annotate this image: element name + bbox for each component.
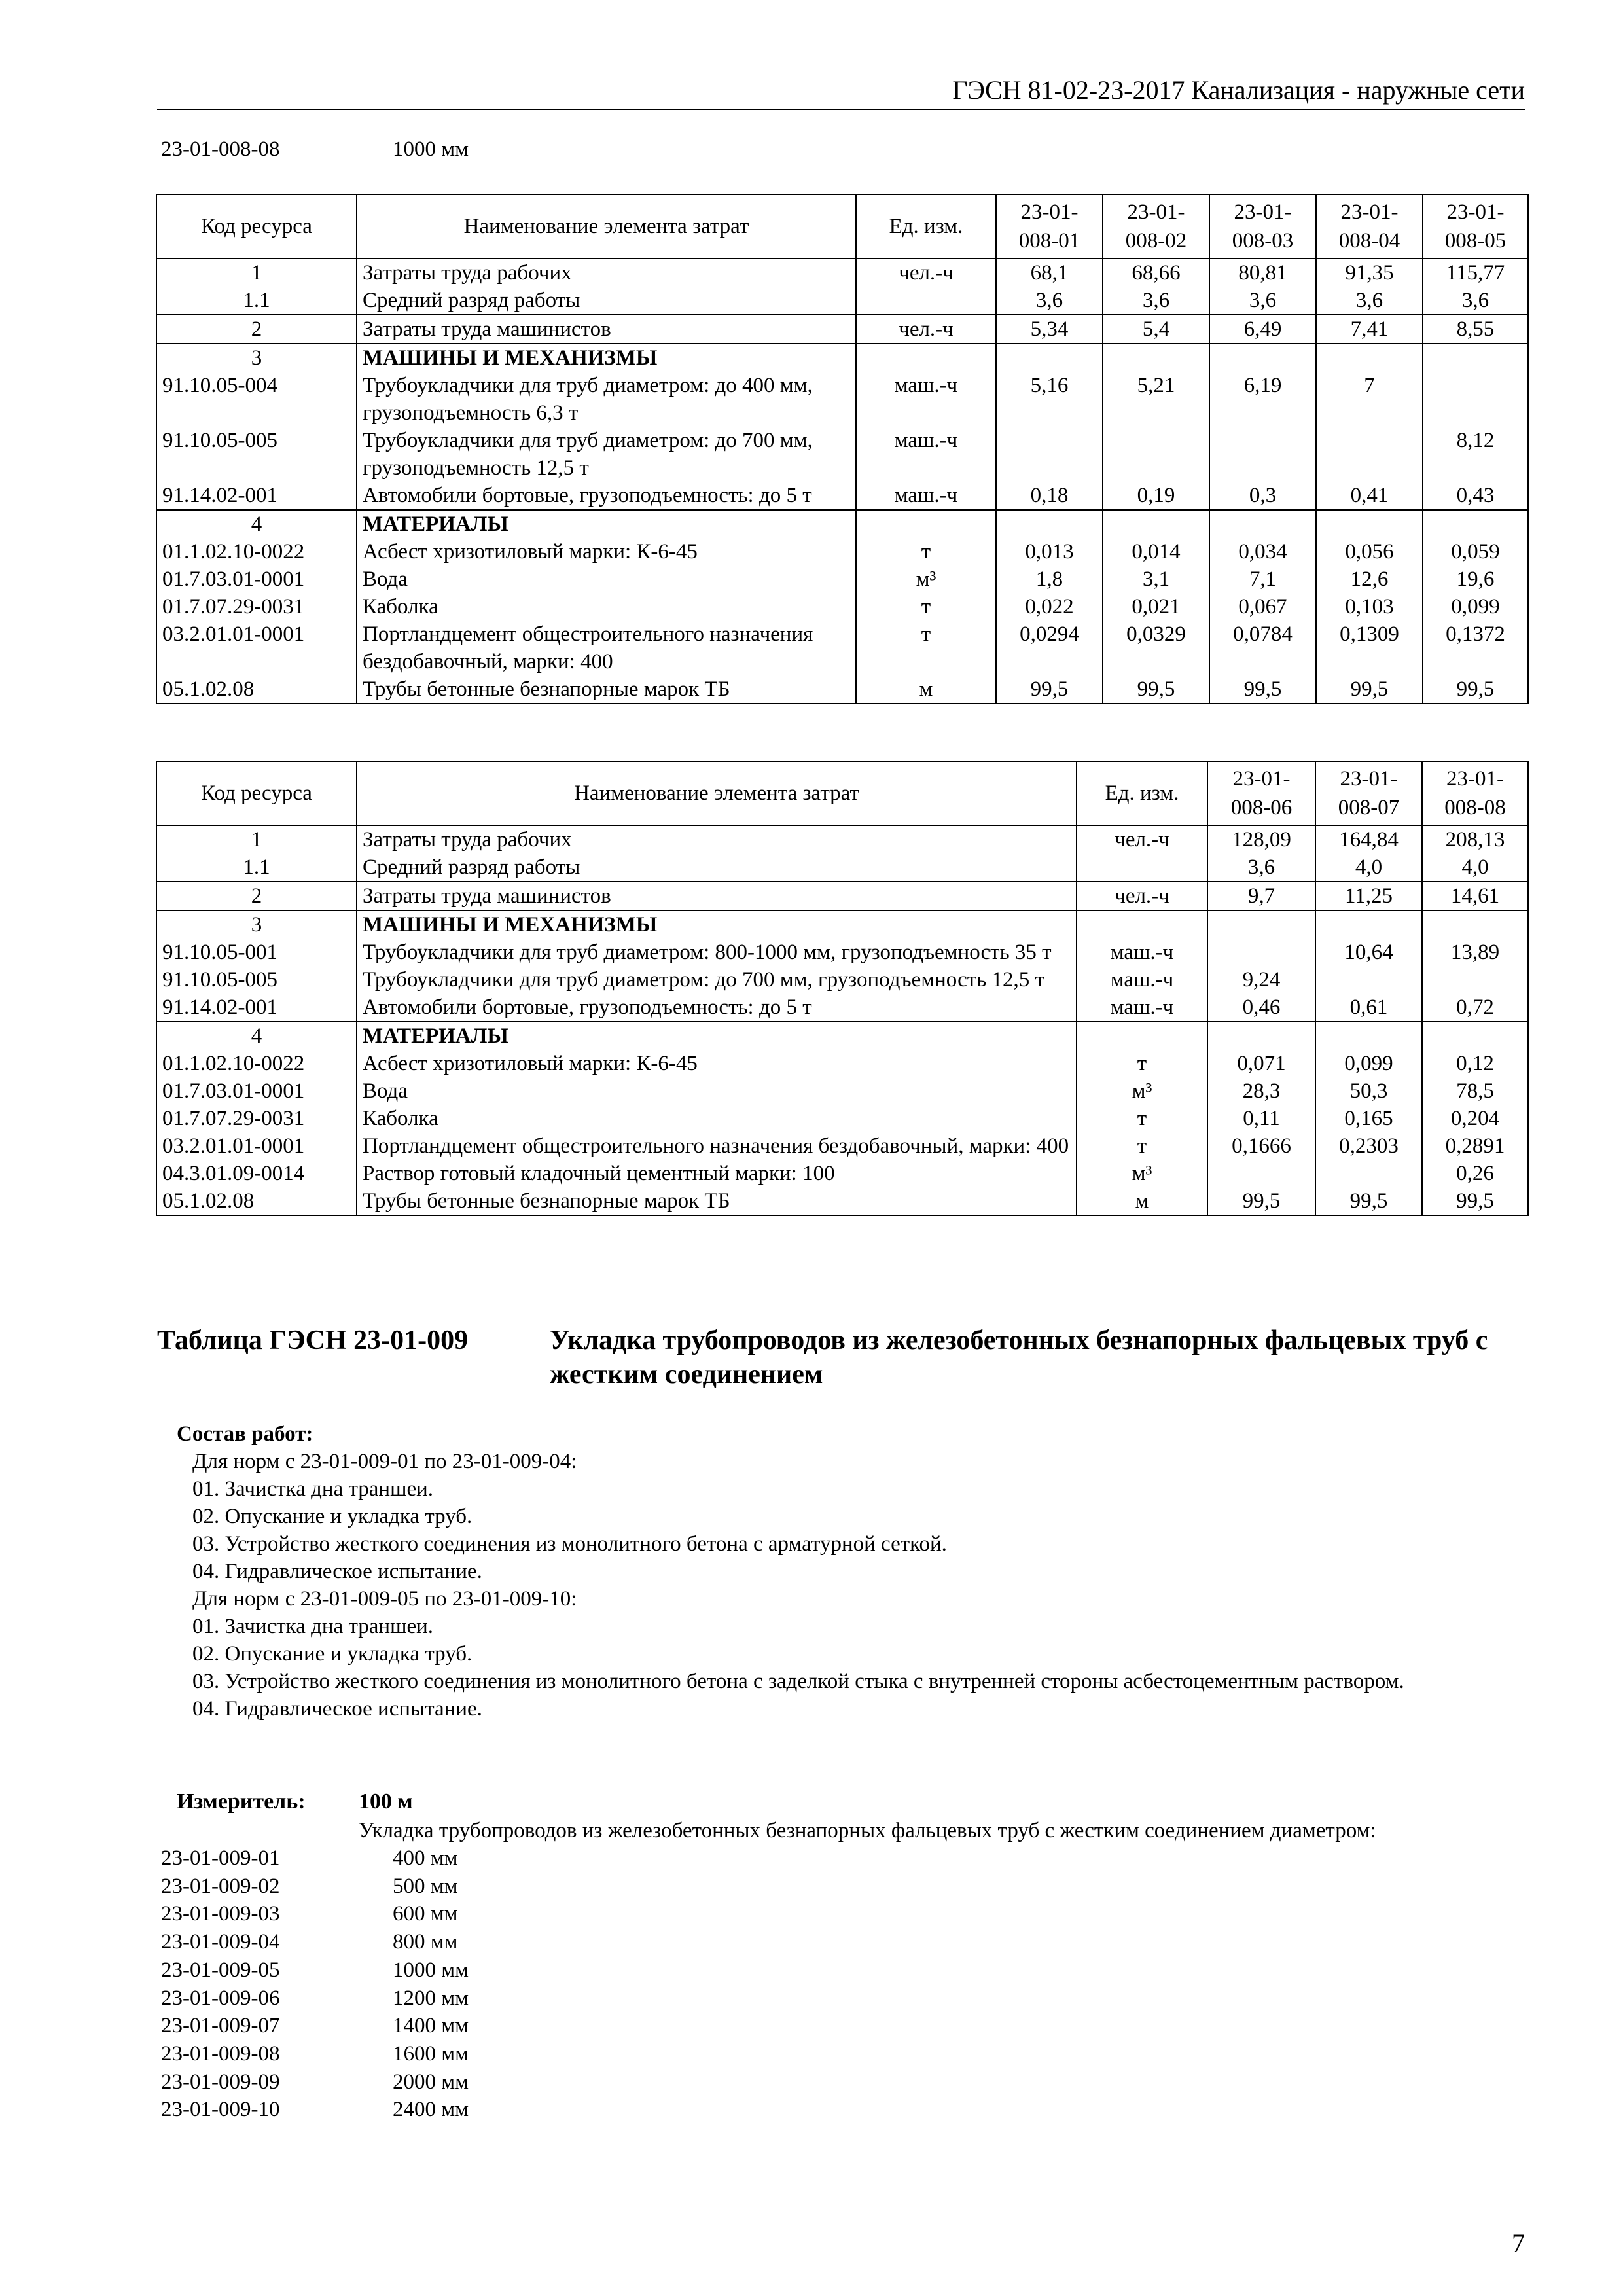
resource-name: Затраты труда рабочих: [357, 825, 1077, 853]
resource-code: 2: [156, 882, 357, 910]
table-row: [156, 825, 1528, 853]
norm-value: 0,099: [1315, 1050, 1422, 1077]
norm-value: [1207, 1160, 1315, 1187]
resource-unit: м: [856, 675, 996, 704]
norm-value: [1209, 344, 1316, 372]
composition-item: 03. Устройство жесткого соединения из монолитного бетона с арматурной сеткой.: [192, 1532, 947, 1556]
resource-code: 3: [156, 344, 357, 372]
norm-value: 3,6: [1207, 853, 1315, 882]
norm-value: 99,5: [1316, 675, 1423, 704]
norm-value: [1316, 510, 1423, 538]
resource-unit: т: [1077, 1132, 1207, 1160]
measure-size: 2000 мм: [393, 2070, 469, 2094]
norm-value: 0,014: [1103, 538, 1209, 565]
resource-code: 91.14.02-001: [156, 994, 357, 1022]
norm-value: 0,099: [1423, 593, 1528, 620]
resource-unit: маш.-ч: [856, 372, 996, 427]
norm-value: 0,61: [1315, 994, 1422, 1022]
resource-table-1: [156, 194, 1529, 704]
norm-value: [1103, 427, 1209, 482]
norm-value: 6,19: [1209, 372, 1316, 427]
resource-code: 3: [156, 910, 357, 939]
measure-size: 800 мм: [393, 1930, 458, 1954]
resource-name: Портландцемент общестроительного назначения бездобавочный, марки: 400: [357, 620, 856, 675]
norm-value: 3,6: [996, 287, 1103, 315]
measure-row: [161, 1984, 469, 2013]
composition-item: Для норм с 23-01-009-01 по 23-01-009-04:: [192, 1450, 577, 1473]
norm-value: 0,18: [996, 482, 1103, 510]
norm-value: 13,89: [1422, 939, 1528, 966]
col-header-norm: 23-01- 008-02: [1103, 194, 1209, 259]
norm-value: [1207, 910, 1315, 939]
norm-value: 99,5: [1209, 675, 1316, 704]
norm-value: 0,1372: [1423, 620, 1528, 675]
table-row: [156, 882, 1528, 910]
norm-value: 99,5: [1423, 675, 1528, 704]
measure-code: 23-01-009-10: [161, 2098, 280, 2122]
measure-size: 400 мм: [393, 1846, 458, 1870]
norm-value: 8,12: [1423, 427, 1528, 482]
norm-value: [1316, 427, 1423, 482]
col-header-norm: 23-01- 008-05: [1423, 194, 1528, 259]
resource-code: 91.10.05-005: [156, 427, 357, 482]
pre-row-size: 1000 мм: [393, 137, 469, 161]
resource-unit: м: [1077, 1187, 1207, 1215]
norm-value: 68,66: [1103, 259, 1209, 287]
resource-unit: м³: [1077, 1077, 1207, 1105]
table-row: [156, 1160, 1528, 1187]
norm-value: 7,1: [1209, 565, 1316, 593]
table-row: [156, 259, 1528, 287]
norm-value: 9,24: [1207, 966, 1315, 994]
resource-name: Вода: [357, 565, 856, 593]
norm-value: [1423, 344, 1528, 372]
resource-name: МАШИНЫ И МЕХАНИЗМЫ: [357, 910, 1077, 939]
measure-size: 1000 мм: [393, 1958, 469, 1982]
resource-code: 01.7.03.01-0001: [156, 565, 357, 593]
resource-name: МАТЕРИАЛЫ: [357, 1022, 1077, 1050]
work-composition: [177, 1420, 1538, 1723]
measure-row: [161, 1928, 469, 1956]
measure-code: 23-01-009-01: [161, 1846, 280, 1870]
norm-value: [1422, 966, 1528, 994]
composition-item: 01. Зачистка дна траншеи.: [192, 1615, 434, 1638]
norm-value: 6,49: [1209, 315, 1316, 344]
table-label: Таблица ГЭСН 23-01-009: [157, 1325, 469, 1355]
norm-value: 5,16: [996, 372, 1103, 427]
resource-name: Средний разряд работы: [357, 287, 856, 315]
resource-code: 01.7.07.29-0031: [156, 1105, 357, 1132]
measure-value: 100 м: [359, 1789, 413, 1814]
measure-code: 23-01-009-04: [161, 1930, 280, 1954]
resource-unit: т: [1077, 1105, 1207, 1132]
resource-code: 1: [156, 825, 357, 853]
resource-name: Трубы бетонные безнапорные марок ТБ: [357, 1187, 1077, 1215]
col-header-norm: 23-01- 008-04: [1316, 194, 1423, 259]
norm-value: 0,034: [1209, 538, 1316, 565]
norm-value: 0,059: [1423, 538, 1528, 565]
table-row: [156, 510, 1528, 538]
measure-code: 23-01-009-09: [161, 2070, 280, 2094]
norm-value: 80,81: [1209, 259, 1316, 287]
table-row: [156, 910, 1528, 939]
measure-code: 23-01-009-02: [161, 1874, 280, 1898]
composition-item: 04. Гидравлическое испытание.: [192, 1697, 482, 1721]
table-row: [156, 994, 1528, 1022]
measure-size: 1400 мм: [393, 2014, 469, 2038]
measure-row: [161, 1873, 469, 1901]
norm-value: 0,013: [996, 538, 1103, 565]
resource-unit: м³: [1077, 1160, 1207, 1187]
resource-unit: [856, 510, 996, 538]
norm-value: 0,3: [1209, 482, 1316, 510]
table-row: [156, 372, 1528, 427]
norm-value: 5,21: [1103, 372, 1209, 427]
resource-name: Трубоукладчики для труб диаметром: до 400 мм, грузоподъемность 6,3 т: [357, 372, 856, 427]
table-row: [156, 1050, 1528, 1077]
norm-value: 164,84: [1315, 825, 1422, 853]
measure-row: [161, 1900, 469, 1928]
resource-name: Затраты труда рабочих: [357, 259, 856, 287]
norm-value: 0,056: [1316, 538, 1423, 565]
resource-name: Асбест хризотиловый марки: К-6-45: [357, 538, 856, 565]
measure-code: 23-01-009-03: [161, 1902, 280, 1926]
resource-name: Портландцемент общестроительного назначения бездобавочный, марки: 400: [357, 1132, 1077, 1160]
norm-value: 115,77: [1423, 259, 1528, 287]
norm-value: [1103, 510, 1209, 538]
resource-name: Каболка: [357, 593, 856, 620]
table-row: [156, 1077, 1528, 1105]
norm-value: 14,61: [1422, 882, 1528, 910]
norm-value: 0,19: [1103, 482, 1209, 510]
measure-size: 2400 мм: [393, 2098, 469, 2122]
norm-value: [1422, 910, 1528, 939]
norm-value: 128,09: [1207, 825, 1315, 853]
resource-name: Автомобили бортовые, грузоподъемность: до 5 т: [357, 482, 856, 510]
norm-value: 7: [1316, 372, 1423, 427]
composition-item: 04. Гидравлическое испытание.: [192, 1560, 482, 1583]
composition-item: Для норм с 23-01-009-05 по 23-01-009-10:: [192, 1587, 577, 1611]
composition-item: 03. Устройство жесткого соединения из монолитного бетона с заделкой стыка с внутренней стороны асбестоцементным раствором.: [192, 1670, 1404, 1693]
resource-unit: маш.-ч: [1077, 939, 1207, 966]
col-header-norm: 23-01- 008-08: [1422, 761, 1528, 825]
norm-value: 99,5: [1422, 1187, 1528, 1215]
norm-value: 99,5: [1207, 1187, 1315, 1215]
measure-row: [161, 1844, 469, 1873]
table-row: [156, 675, 1528, 704]
norm-value: 0,1309: [1316, 620, 1423, 675]
norm-value: [1423, 510, 1528, 538]
measure-size: 1200 мм: [393, 1986, 469, 2010]
measure-code: 23-01-009-08: [161, 2041, 280, 2066]
norm-value: 0,46: [1207, 994, 1315, 1022]
composition-list: [177, 1448, 1538, 1723]
norm-value: 4,0: [1422, 853, 1528, 882]
norm-value: [1209, 427, 1316, 482]
norm-value: 0,204: [1422, 1105, 1528, 1132]
resource-code: 4: [156, 1022, 357, 1050]
resource-name: Асбест хризотиловый марки: К-6-45: [357, 1050, 1077, 1077]
norm-value: 3,6: [1103, 287, 1209, 315]
resource-table-2: [156, 761, 1529, 1216]
norm-value: 3,6: [1209, 287, 1316, 315]
norm-value: [1103, 344, 1209, 372]
measure-code: 23-01-009-05: [161, 1958, 280, 1982]
resource-unit: маш.-ч: [1077, 966, 1207, 994]
table-row: [156, 344, 1528, 372]
table-row: [156, 1132, 1528, 1160]
measure-code: 23-01-009-06: [161, 1986, 280, 2010]
norm-value: [1315, 1022, 1422, 1050]
norm-value: 0,2303: [1315, 1132, 1422, 1160]
resource-unit: т: [856, 620, 996, 675]
table-row: [156, 620, 1528, 675]
norm-value: 99,5: [1315, 1187, 1422, 1215]
resource-name: Автомобили бортовые, грузоподъемность: до 5 т: [357, 994, 1077, 1022]
table-row: [156, 853, 1528, 882]
table-row: [156, 538, 1528, 565]
resource-code: 03.2.01.01-0001: [156, 1132, 357, 1160]
norm-value: [1316, 344, 1423, 372]
resource-code: 1.1: [156, 853, 357, 882]
resource-name: Каболка: [357, 1105, 1077, 1132]
resource-code: 2: [156, 315, 357, 344]
norm-value: 0,41: [1316, 482, 1423, 510]
norm-value: 0,067: [1209, 593, 1316, 620]
section-title: Укладка трубопроводов из железобетонных безнапорных фальцевых труб с жестким соединением: [550, 1325, 1488, 1390]
resource-unit: [856, 287, 996, 315]
composition-item: 01. Зачистка дна траншеи.: [192, 1477, 434, 1501]
resource-code: 01.7.03.01-0001: [156, 1077, 357, 1105]
table-row: [156, 939, 1528, 966]
norm-value: 50,3: [1315, 1077, 1422, 1105]
measure-row: [161, 2012, 469, 2040]
norm-value: 68,1: [996, 259, 1103, 287]
col-header-norm: 23-01- 008-01: [996, 194, 1103, 259]
norm-value: [996, 344, 1103, 372]
resource-code: 03.2.01.01-0001: [156, 620, 357, 675]
resource-unit: т: [856, 593, 996, 620]
table-row: [156, 287, 1528, 315]
page-number: 7: [1512, 2229, 1525, 2258]
resource-code: 04.3.01.09-0014: [156, 1160, 357, 1187]
table-header: [156, 761, 1528, 825]
norm-value: 0,165: [1315, 1105, 1422, 1132]
norm-value: 99,5: [996, 675, 1103, 704]
resource-code: 4: [156, 510, 357, 538]
norm-value: 3,1: [1103, 565, 1209, 593]
table-row: [156, 966, 1528, 994]
resource-code: 1.1: [156, 287, 357, 315]
norm-value: [996, 510, 1103, 538]
norm-value: 12,6: [1316, 565, 1423, 593]
norm-value: 3,6: [1423, 287, 1528, 315]
norm-value: 1,8: [996, 565, 1103, 593]
resource-unit: чел.-ч: [856, 259, 996, 287]
table-row: [156, 593, 1528, 620]
norm-value: 0,021: [1103, 593, 1209, 620]
table-row: [156, 565, 1528, 593]
composition-item: 02. Опускание и укладка труб.: [192, 1642, 473, 1666]
measure-row: [161, 2040, 469, 2068]
measure-code: 23-01-009-07: [161, 2014, 280, 2038]
norm-value: [1207, 939, 1315, 966]
measure-size: 600 мм: [393, 1902, 458, 1926]
measure-row: [161, 2096, 469, 2124]
norm-value: 0,1666: [1207, 1132, 1315, 1160]
norm-value: [1423, 372, 1528, 427]
resource-code: 05.1.02.08: [156, 675, 357, 704]
measure-label: Измеритель:: [177, 1789, 306, 1814]
norm-value: 7,41: [1316, 315, 1423, 344]
resource-code: 01.1.02.10-0022: [156, 1050, 357, 1077]
resource-code: 05.1.02.08: [156, 1187, 357, 1215]
resource-code: 01.1.02.10-0022: [156, 538, 357, 565]
norm-value: 28,3: [1207, 1077, 1315, 1105]
col-header-name: Наименование элемента затрат: [357, 194, 856, 259]
norm-value: 3,6: [1316, 287, 1423, 315]
norm-value: 5,4: [1103, 315, 1209, 344]
norm-value: 11,25: [1315, 882, 1422, 910]
table-row: [156, 427, 1528, 482]
norm-value: 9,7: [1207, 882, 1315, 910]
col-header-norm: 23-01- 008-07: [1315, 761, 1422, 825]
col-header-unit: Ед. изм.: [856, 194, 996, 259]
norm-value: 0,72: [1422, 994, 1528, 1022]
norm-value: 8,55: [1423, 315, 1528, 344]
col-header-code: Код ресурса: [156, 194, 357, 259]
resource-unit: м³: [856, 565, 996, 593]
norm-value: 0,11: [1207, 1105, 1315, 1132]
norm-value: 99,5: [1103, 675, 1209, 704]
norm-value: 0,0784: [1209, 620, 1316, 675]
resource-name: Средний разряд работы: [357, 853, 1077, 882]
resource-name: Затраты труда машинистов: [357, 882, 1077, 910]
resource-name: МАТЕРИАЛЫ: [357, 510, 856, 538]
norm-value: 208,13: [1422, 825, 1528, 853]
table-row: [156, 1022, 1528, 1050]
resource-code: 01.7.07.29-0031: [156, 593, 357, 620]
norm-value: 0,2891: [1422, 1132, 1528, 1160]
resource-code: 91.10.05-001: [156, 939, 357, 966]
norm-value: 0,0294: [996, 620, 1103, 675]
norm-value: 0,103: [1316, 593, 1423, 620]
norm-value: [996, 427, 1103, 482]
resource-name: Затраты труда машинистов: [357, 315, 856, 344]
measure-row: [161, 1956, 469, 1984]
norm-value: 5,34: [996, 315, 1103, 344]
col-header-norm: 23-01- 008-03: [1209, 194, 1316, 259]
measure-list: [161, 1844, 469, 2124]
resource-unit: [1077, 853, 1207, 882]
resource-name: Вода: [357, 1077, 1077, 1105]
norm-value: 78,5: [1422, 1077, 1528, 1105]
norm-value: [1207, 1022, 1315, 1050]
norm-value: 0,12: [1422, 1050, 1528, 1077]
resource-unit: т: [1077, 1050, 1207, 1077]
pre-row-code: 23-01-008-08: [161, 137, 280, 161]
resource-unit: [1077, 910, 1207, 939]
norm-value: 19,6: [1423, 565, 1528, 593]
col-header-norm: 23-01- 008-06: [1207, 761, 1315, 825]
resource-code: 91.10.05-004: [156, 372, 357, 427]
resource-unit: чел.-ч: [856, 315, 996, 344]
resource-unit: т: [856, 538, 996, 565]
norm-value: 4,0: [1315, 853, 1422, 882]
resource-name: Раствор готовый кладочный цементный марки: 100: [357, 1160, 1077, 1187]
resource-code: 91.14.02-001: [156, 482, 357, 510]
norm-value: [1315, 1160, 1422, 1187]
col-header-unit: Ед. изм.: [1077, 761, 1207, 825]
resource-unit: маш.-ч: [1077, 994, 1207, 1022]
resource-code: 91.10.05-005: [156, 966, 357, 994]
resource-unit: [1077, 1022, 1207, 1050]
resource-unit: чел.-ч: [1077, 825, 1207, 853]
col-header-name: Наименование элемента затрат: [357, 761, 1077, 825]
resource-unit: [856, 344, 996, 372]
norm-value: [1315, 910, 1422, 939]
resource-name: МАШИНЫ И МЕХАНИЗМЫ: [357, 344, 856, 372]
composition-item: 02. Опускание и укладка труб.: [192, 1505, 473, 1528]
resource-name: Трубоукладчики для труб диаметром: до 700 мм, грузоподъемность 12,5 т: [357, 966, 1077, 994]
norm-value: [1209, 510, 1316, 538]
norm-value: 10,64: [1315, 939, 1422, 966]
composition-label: Состав работ:: [177, 1422, 313, 1446]
norm-value: 0,071: [1207, 1050, 1315, 1077]
table-header: [156, 194, 1528, 259]
norm-value: 0,43: [1423, 482, 1528, 510]
table-row: [156, 1187, 1528, 1215]
measure-description: Укладка трубопроводов из железобетонных безнапорных фальцевых труб с жестким соединением диаметром:: [359, 1819, 1376, 1842]
resource-name: Трубы бетонные безнапорные марок ТБ: [357, 675, 856, 704]
norm-value: 0,0329: [1103, 620, 1209, 675]
norm-value: 91,35: [1316, 259, 1423, 287]
resource-name: Трубоукладчики для труб диаметром: до 700 мм, грузоподъемность 12,5 т: [357, 427, 856, 482]
resource-unit: маш.-ч: [856, 482, 996, 510]
resource-unit: маш.-ч: [856, 427, 996, 482]
resource-name: Трубоукладчики для труб диаметром: 800-1000 мм, грузоподъемность 35 т: [357, 939, 1077, 966]
norm-value: 0,022: [996, 593, 1103, 620]
measure-size: 500 мм: [393, 1874, 458, 1898]
running-header: ГЭСН 81-02-23-2017 Канализация - наружные сети: [157, 73, 1525, 110]
measure-size: 1600 мм: [393, 2041, 469, 2066]
norm-value: 0,26: [1422, 1160, 1528, 1187]
norm-value: [1422, 1022, 1528, 1050]
table-row: [156, 1105, 1528, 1132]
norm-value: [1315, 966, 1422, 994]
resource-code: 1: [156, 259, 357, 287]
col-header-code: Код ресурса: [156, 761, 357, 825]
measure-row: [161, 2068, 469, 2096]
table-row: [156, 315, 1528, 344]
resource-unit: чел.-ч: [1077, 882, 1207, 910]
table-row: [156, 482, 1528, 510]
